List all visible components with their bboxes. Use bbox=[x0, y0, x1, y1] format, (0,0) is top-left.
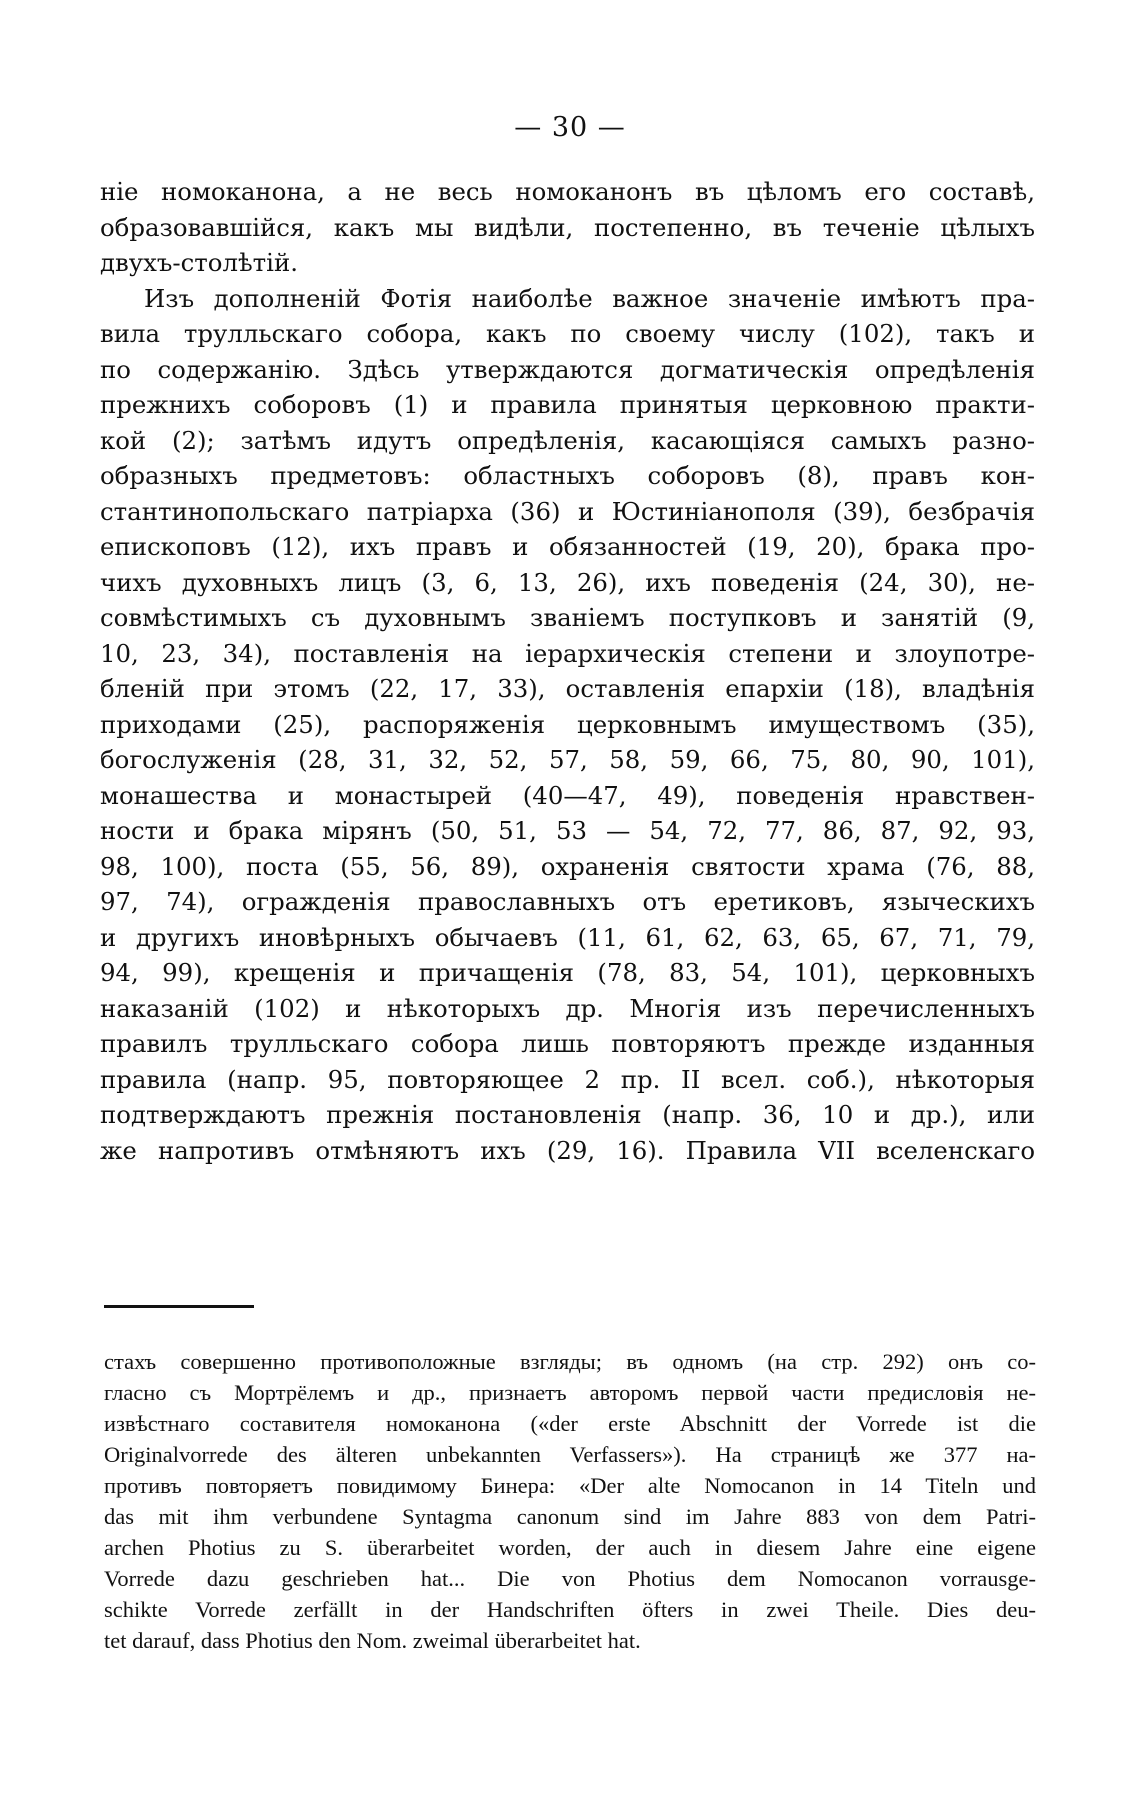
footnote-line: tet darauf, dass Photius den Nom. zweimal überarbeitet hat. bbox=[104, 1628, 641, 1653]
footnote-line: извѣстнаго составителя номоканона («der erste Abschnitt der Vorrede ist die bbox=[104, 1411, 1036, 1436]
text-line: 98, 100), поста (55, 56, 89), охраненія святости храма (76, 88, bbox=[100, 851, 1035, 881]
text-line: образовавшійся, какъ мы видѣли, постепенно, въ теченіе цѣлыхъ bbox=[100, 212, 1035, 242]
footnote-line: Vorrede dazu geschrieben hat... Die von Photius dem Nomocanon vorrausge- bbox=[104, 1566, 1036, 1591]
text-line: ности и брака мірянъ (50, 51, 53 — 54, 72, 77, 86, 87, 92, 93, bbox=[100, 816, 1035, 845]
text-line: прежнихъ соборовъ (1) и правила принятыя церковною практи- bbox=[100, 390, 1035, 419]
text-line: правила (напр. 95, повторяющее 2 пр. II всел. соб.), нѣкоторыя bbox=[100, 1064, 1035, 1094]
text-line: наказаній (102) и нѣкоторыхъ др. Многія изъ перечисленныхъ bbox=[100, 993, 1035, 1023]
text-line: бленій при этомъ (22, 17, 33), оставленія епархіи (18), владѣнія bbox=[100, 674, 1035, 703]
text-line: двухъ-столѣтій. bbox=[100, 248, 298, 277]
text-line: кой (2); затѣмъ идутъ опредѣленія, касающіяся самыхъ разно- bbox=[100, 425, 1035, 455]
text-line: богослуженія (28, 31, 32, 52, 57, 58, 59, 66, 75, 80, 90, 101), bbox=[100, 745, 1035, 774]
footnote bbox=[104, 1346, 1036, 1656]
text-line: 97, 74), огражденія православныхъ отъ еретиковъ, языческихъ bbox=[100, 887, 1035, 916]
text-line: же напротивъ отмѣняютъ ихъ (29, 16). Правила VII вселенскаго bbox=[100, 1135, 1035, 1165]
text-line: Изъ дополненій Фотія наиболѣе важное значеніе имѣютъ пра- bbox=[144, 283, 1035, 313]
text-line: епископовъ (12), ихъ правъ и обязанностей (19, 20), брака про- bbox=[100, 532, 1035, 561]
text-line: приходами (25), распоряженія церковнымъ имуществомъ (35), bbox=[100, 709, 1035, 739]
text-line: совмѣстимыхъ съ духовнымъ званіемъ поступковъ и занятій (9, bbox=[100, 603, 1035, 632]
text-line: ніе номоканона, а не весь номоканонъ въ цѣломъ его составѣ, bbox=[100, 177, 1035, 206]
footnote-line: гласно съ Мортрёлемъ и др., признаетъ авторомъ первой части предисловія не- bbox=[104, 1380, 1036, 1405]
text-line: правилъ трулльскаго собора лишь повторяютъ прежде изданныя bbox=[100, 1029, 1035, 1058]
text-line: чихъ духовныхъ лицъ (3, 6, 13, 26), ихъ поведенія (24, 30), не- bbox=[100, 567, 1035, 597]
footnote-divider bbox=[104, 1305, 254, 1308]
text-line: 94, 99), крещенія и причащенія (78, 83, 54, 101), церковныхъ bbox=[100, 958, 1035, 987]
text-line: по содержанію. Здѣсь утверждаются догматическія опредѣленія bbox=[100, 354, 1035, 384]
main-text bbox=[100, 174, 1035, 1168]
footnote-line: schikte Vorrede zerfällt in der Handschriften öfters in zwei Theile. Dies deu- bbox=[104, 1597, 1036, 1622]
text-line: монашества и монастырей (40—47, 49), поведенія нравствен- bbox=[100, 780, 1035, 810]
text-line: подтверждаютъ прежнія постановленія (напр. 36, 10 и др.), или bbox=[100, 1100, 1035, 1129]
text-line: вила трулльскаго собора, какъ по своему числу (102), такъ и bbox=[100, 319, 1035, 348]
footnote-line: archen Photius zu S. überarbeitet worden, der auch in diesem Jahre eine eigene bbox=[104, 1535, 1036, 1560]
page-number: — 30 — bbox=[514, 112, 626, 143]
text-line: 10, 23, 34), поставленія на іерархическія степени и злоупотре- bbox=[100, 638, 1035, 668]
footnote-line: Originalvorrede des älteren unbekannten Verfassers»). На страницѣ же 377 на- bbox=[104, 1442, 1036, 1467]
text-line: и другихъ иновѣрныхъ обычаевъ (11, 61, 62, 63, 65, 67, 71, 79, bbox=[100, 922, 1035, 952]
footnote-line: das mit ihm verbundene Syntagma canonum sind im Jahre 883 von dem Patri- bbox=[104, 1504, 1036, 1529]
text-line: образныхъ предметовъ: областныхъ соборовъ (8), правъ кон- bbox=[100, 461, 1035, 490]
text-line: стантинопольскаго патріарха (36) и Юстиніанополя (39), безбрачія bbox=[100, 496, 1035, 526]
footnote-line: стахъ совершенно противоположные взгляды; въ одномъ (на стр. 292) онъ со- bbox=[104, 1349, 1036, 1374]
footnote-line: противъ повторяетъ повидимому Бинера: «Der alte Nomocanon in 14 Titeln und bbox=[104, 1473, 1036, 1498]
